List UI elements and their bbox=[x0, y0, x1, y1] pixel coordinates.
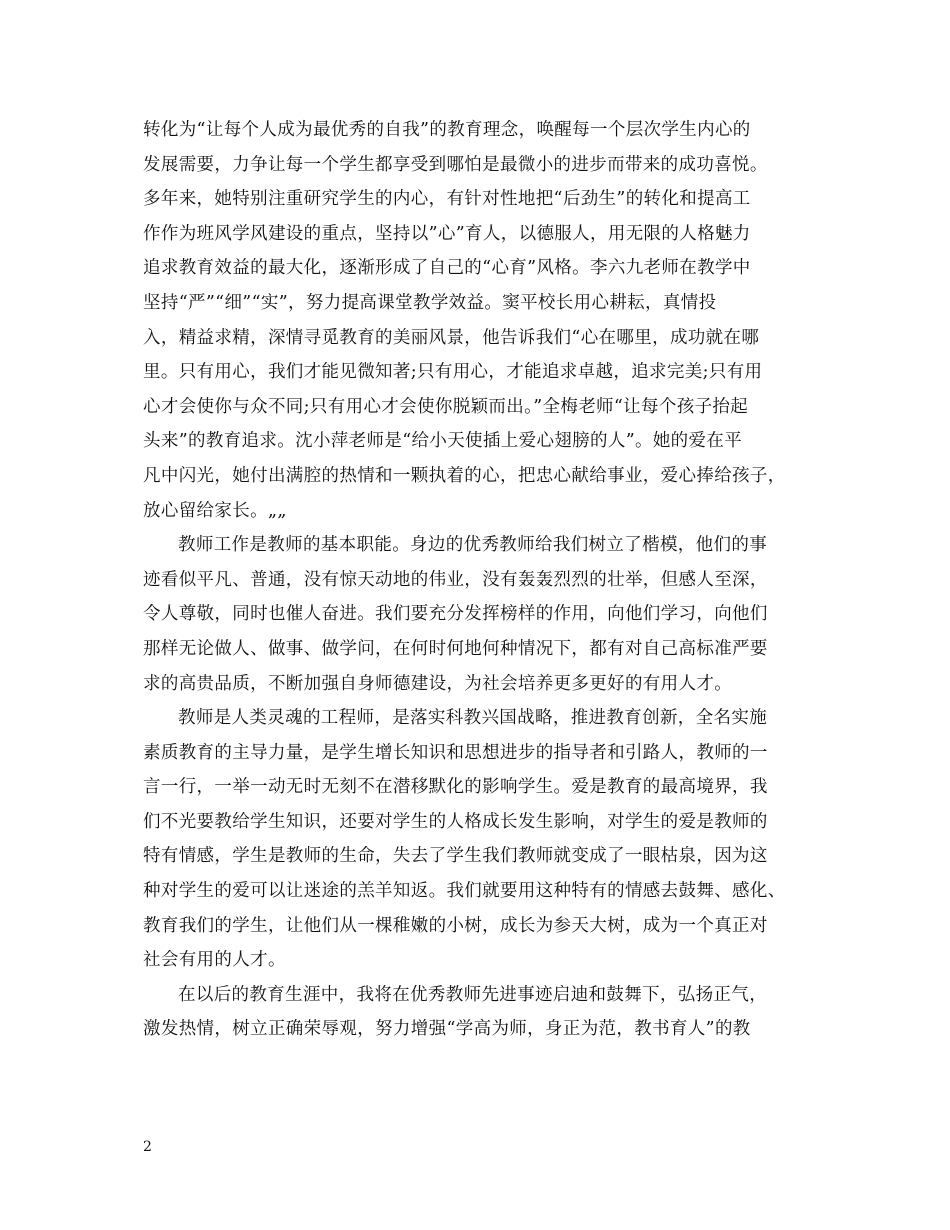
text-line: 迹看似平凡、普通，没有惊天动地的伟业，没有轰轰烈烈的壮举，但感人至深， bbox=[143, 569, 768, 590]
text-line: 令人尊敬，同时也催人奋进。我们要充分发挥榜样的作用，向他们学习，向他们 bbox=[143, 604, 768, 625]
text-line: 入，精益求精，深情寻觅教育的美丽风景，他告诉我们“心在哪里，成功就在哪 bbox=[143, 327, 760, 348]
text-line: 教师工作是教师的基本职能。身边的优秀教师给我们树立了楷模，他们的事 bbox=[178, 535, 768, 556]
text-line: 凡中闪光，她付出满腔的热情和一颗执着的心，把忠心献给事业，爱心捧给孩子， bbox=[143, 465, 786, 486]
text-line: 求的高贵品质，不断加强自身师德建设，为社会培养更多更好的有用人才。 bbox=[143, 673, 733, 694]
text-line: 激发热情，树立正确荣辱观，努力增强“学高为师，身正为范，教书育人”的教 bbox=[143, 1019, 751, 1040]
text-line: 放心留给家长。„„ bbox=[143, 500, 287, 521]
text-line: 社会有用的人才。 bbox=[143, 950, 286, 971]
text-line: 们不光要教给学生知识，还要对学生的人格成长发生影响，对学生的爱是教师的 bbox=[143, 811, 768, 832]
text-line: 教育我们的学生，让他们从一棵稚嫩的小树，成长为参天大树，成为一个真正对 bbox=[143, 915, 768, 936]
text-line: 发展需要，力争让每一个学生都享受到哪怕是最微小的进步而带来的成功喜悦。 bbox=[143, 154, 768, 175]
text-line: 种对学生的爱可以让迷途的羔羊知返。我们就要用这种特有的情感去鼓舞、感化、 bbox=[143, 881, 786, 902]
text-line: 坚持“严”“细”“实”，努力提高课堂教学效益。窦平校长用心耕耘，真情投 bbox=[143, 292, 717, 313]
text-line: 特有情感，学生是教师的生命，失去了学生我们教师就变成了一眼枯泉，因为这 bbox=[143, 846, 768, 867]
page-number: 2 bbox=[143, 1139, 152, 1155]
text-line: 转化为“让每个人成为最优秀的自我”的教育理念，唤醒每一个层次学生内心的 bbox=[143, 120, 751, 140]
text-line: 作作为班风学风建设的重点，坚持以”心”育人，以德服人，用无限的人格魅力 bbox=[143, 223, 751, 244]
text-line: 言一行，一举一动无时无刻不在潜移默化的影响学生。爱是教育的最高境界，我 bbox=[143, 777, 768, 798]
text-line: 多年来，她特别注重研究学生的内心，有针对性地把“后劲生”的转化和提高工 bbox=[143, 189, 751, 210]
text-line: 教师是人类灵魂的工程师，是落实科教兴国战略，推进教育创新，全名实施 bbox=[178, 708, 768, 729]
text-line: 追求教育效益的最大化，逐渐形成了自己的“心育”风格。李六九老师在教学中 bbox=[143, 258, 751, 279]
body-text bbox=[143, 113, 813, 1047]
text-line: 心才会使你与众不同;只有用心才会使你脱颖而出。”全梅老师“让每个孩子抬起 bbox=[143, 396, 749, 417]
text-line: 在以后的教育生涯中，我将在优秀教师先进事迹启迪和鼓舞下，弘扬正气， bbox=[178, 984, 768, 1005]
text-line: 里。只有用心，我们才能见微知著;只有用心，才能追求卓越，追求完美;只有用 bbox=[143, 362, 763, 383]
text-line: 头来”的教育追求。沈小萍老师是“给小天使插上爱心翅膀的人”。她的爱在平 bbox=[143, 431, 743, 452]
text-line: 素质教育的主导力量，是学生增长知识和思想进步的指导者和引路人，教师的一 bbox=[143, 742, 768, 763]
text-line: 那样无论做人、做事、做学问，在何时何地何种情况下，都有对自己高标准严要 bbox=[143, 638, 768, 659]
